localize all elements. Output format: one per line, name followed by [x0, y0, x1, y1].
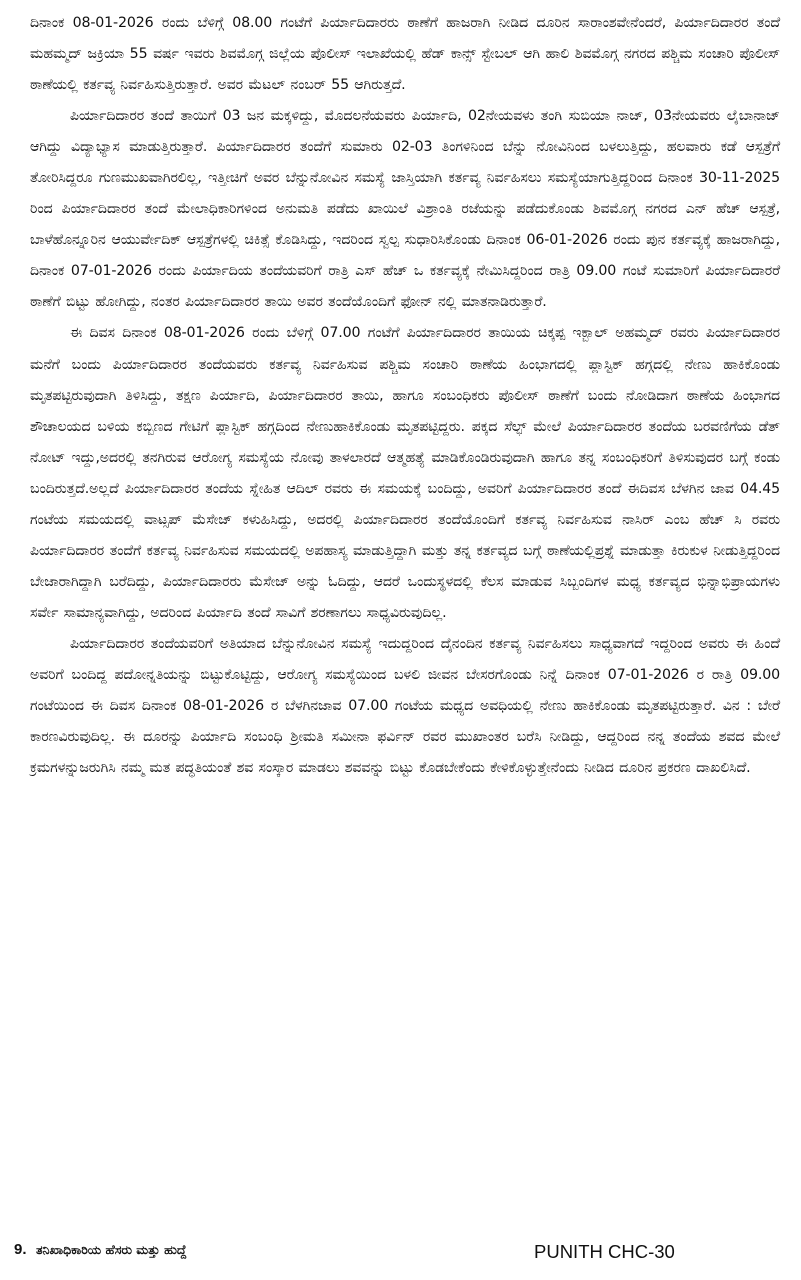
paragraph-conclusion: ಪಿರ್ಯಾದಿದಾರರ ತಂದೆಯವರಿಗೆ ಅತಿಯಾದ ಬೆನ್ನುನೋವಿನ ಸಮಸ್ಯೆ ಇದುದ್ದರಿಂದ ದೈನಂದಿನ ಕರ್ತವ್ಯ ನಿರ್ವಹಿಸಲು ಸಾಧ್ಯವಾಗದೆ ಇದ್ದರಿಂದ ಅವರು ಈ ಹಿಂದೆ ಅವರಿಗೆ ಬಂದಿದ್ದ ಪದೋನ್ನತಿಯನ್ನು ಬಿಟ್ಟುಕೊಟ್ಟಿದ್ದು, ಆರೋಗ್ಯ ಸಮಸ್ಯೆಯಿಂದ ಬಳಲಿ ಜೀವನ ಬೇಸರಗೊಂಡು ನಿನ್ನೆ ದಿನಾಂಕ 07-01-2026 ರ ರಾತ್ರಿ 09.00 ಗಂಟೆಯಿಂದ ಈ ದಿವಸ ದಿನಾಂಕ 08-01-2026 ರ ಬೆಳಗಿನಜಾವ 07.00 ಗಂಟೆಯ ಮಧ್ಯದ ಅವಧಿಯಲ್ಲಿ ನೇಣು ಹಾಕಿಕೊಂಡು ಮೃತಪಟ್ಟಿರುತ್ತಾರೆ. ವಿನ : ಬೇರೆ ಕಾರಣವಿರುವುದಿಲ್ಲ. ಈ ದೂರನ್ನು ಪಿರ್ಯಾದಿ ಸಂಬಂಧಿ ಶ್ರೀಮತಿ ಸಮೀನಾ ಫರ್ವಿನ್ ರವರ ಮುಖಾಂತರ ಬರೆಸಿ ನೀಡಿದ್ದು, ಆದ್ದರಿಂದ ನನ್ನ ತಂದೆಯ ಶವದ ಮೇಲೆ ಕ್ರಮಗಳನ್ನುಜರುಗಿಸಿ ನಮ್ಮ ಮತ ಪದ್ಧತಿಯಂತೆ ಶವ ಸಂಸ್ಕಾರ ಮಾಡಲು ಶವವನ್ನು ಬಿಟ್ಟು ಕೊಡಬೇಕೆಂದು ಕೇಳಿಕೊಳ್ಳುತ್ತೇನೆಂದು ನೀಡಿದ ದೂರಿನ ಪ್ರಕರಣ ದಾಖಲಿಸಿದೆ.: [30, 635, 780, 777]
paragraph-family-details: ಪಿರ್ಯಾದಿದಾರರ ತಂದೆ ತಾಯಿಗೆ 03 ಜನ ಮಕ್ಕಳಿದ್ದು, ಮೊದಲನೆಯವರು ಪಿರ್ಯಾದಿ, 02ನೇಯವಳು ತಂಗಿ ಸುಬಿಯಾ ನಾಜ್, 03ನೇಯವರು ಲೈಬಾನಾಜ್ ಆಗಿದ್ದು ವಿದ್ಯಾಭ್ಯಾಸ ಮಾಡುತ್ತಿರುತ್ತಾರೆ. ಪಿರ್ಯಾದಿದಾರರ ತಂದೆಗೆ ಸುಮಾರು 02-03 ತಿಂಗಳಿನಿಂದ ಬೆನ್ನು ನೋವಿನಿಂದ ಬಳಲುತ್ತಿದ್ದು, ಹಲವಾರು ಕಡೆ ಆಸ್ಪತ್ರೆಗೆ ತೋರಿಸಿದ್ದರೂ ಗುಣಮುಖವಾಗಿರಲಿಲ್ಲ, ಇತ್ತೀಚಿಗೆ ಅವರ ಬೆನ್ನುನೋವಿನ ಸಮಸ್ಯೆ ಜಾಸ್ತಿಯಾಗಿ ಕರ್ತವ್ಯ ನಿರ್ವಹಿಸಲು ಸಮಸ್ಯೆಯಾಗುತ್ತಿದ್ದರಿಂದ ದಿನಾಂಕ 30-11-2025 ರಿಂದ ಪಿರ್ಯಾದಿದಾರರ ತಂದೆ ಮೇಲಾಧಿಕಾರಿಗಳಿಂದ ಅನುಮತಿ ಪಡೆದು ಖಾಯಿಲೆ ವಿಶ್ರಾಂತಿ ರಜೆಯನ್ನು ಪಡೆದುಕೊಂಡು ಶಿವಮೊಗ್ಗ ನಗರದ ಎನ್ ಹೆಚ್ ಆಸ್ಪತ್ರೆ, ಬಾಳೆಹೊನ್ನೂರಿನ ಆಯುರ್ವೇದಿಕ್ ಆಸ್ಪತ್ರೆಗಳಲ್ಲಿ ಚಿಕಿತ್ಸೆ ಕೊಡಿಸಿದ್ದು, ಇದರಿಂದ ಸ್ವಲ್ಪ ಸುಧಾರಿಸಿಕೊಂಡು ದಿನಾಂಕ 06-01-2026 ರಂದು ಪುನ ಕರ್ತವ್ಯಕ್ಕೆ ಹಾಜರಾಗಿದ್ದು, ದಿನಾಂಕ 07-01-2026 ರಂದು ಪಿರ್ಯಾದಿಯ ತಂದೆಯವರಿಗೆ ರಾತ್ರಿ ಎಸ್ ಹೆಚ್ ಒ ಕರ್ತವ್ಯಕ್ಕೆ ನೇಮಿಸಿದ್ದರಿಂದ ರಾತ್ರಿ 09.00 ಗಂಟೆ ಸುಮಾರಿಗೆ ಪಿರ್ಯಾದಿದಾರರೆ ಠಾಣೆಗೆ ಬಿಟ್ಟು ಹೋಗಿದ್ದು, ನಂತರ ಪಿರ್ಯಾದಿದಾರರ ತಾಯಿ ಅವರ ತಂದೆಯೊಂದಿಗೆ ಫೋನ್ ನಲ್ಲಿ ಮಾತನಾಡಿರುತ್ತಾರೆ.: [30, 108, 780, 311]
paragraph-incident: ಈ ದಿವಸ ದಿನಾಂಕ 08-01-2026 ರಂದು ಬೆಳಿಗ್ಗೆ 07.00 ಗಂಟೆಗೆ ಪಿರ್ಯಾದಿದಾರರ ತಾಯಿಯ ಚಿಕ್ಕಪ್ಪ ಇಕ್ಬಾಲ್ ಅಹಮ್ಮದ್ ರವರು ಪಿರ್ಯಾದಿದಾರರ ಮನೆಗೆ ಬಂದು ಪಿರ್ಯಾದಿದಾರರ ತಂದೆಯವರು ಕರ್ತವ್ಯ ನಿರ್ವಹಿಸುವ ಪಶ್ಚಿಮ ಸಂಚಾರಿ ಠಾಣೆಯ ಹಿಂಭಾಗದಲ್ಲಿ ಪ್ಲಾಸ್ಟಿಕ್ ಹಗ್ಗದಲ್ಲಿ ನೇಣು ಹಾಕಿಕೊಂಡು ಮೃತಪಟ್ಟಿರುವುದಾಗಿ ತಿಳಿಸಿದ್ದು, ತಕ್ಷಣ ಪಿರ್ಯಾದಿ, ಪಿರ್ಯಾದಿದಾರರ ತಾಯಿ, ಹಾಗೂ ಸಂಬಂಧಿಕರು ಪೊಲೀಸ್ ಠಾಣೆಗೆ ಬಂದು ನೋಡಿದಾಗ ಠಾಣೆಯ ಹಿಂಭಾಗದ ಶೌಚಾಲಯದ ಬಳಿಯ ಕಬ್ಬಿಣದ ಗೇಟಿಗೆ ಪ್ಲಾಸ್ಟಿಕ್ ಹಗ್ಗದಿಂದ ನೇಣುಹಾಕಿಕೊಂಡು ಮೃತಪಟ್ಟಿದ್ದರು. ಪಕ್ಕದ ಸೆಲ್ಫ್ ಮೇಲೆ ಪಿರ್ಯಾದಿದಾರರ ತಂದೆಯ ಬರವಣಿಗೆಯ ಡೆತ್ ನೋಟ್ ಇದ್ದು,ಅದರಲ್ಲಿ ತನಗಿರುವ ಆರೋಗ್ಯ ಸಮಸ್ಯೆಯ ನೋವು ತಾಳಲಾರದೆ ಆತ್ಮಹತ್ಯೆ ಮಾಡಿಕೊಂಡಿರುವುದಾಗಿ ಹಾಗೂ ತನ್ನ ಸಂಬಂಧಿಕರಿಗೆ ತಿಳಿಸುವುದರ ಬಗ್ಗೆ ಕಂಡು ಬಂದಿರುತ್ತದೆ.ಅಲ್ಲದೆ ಪಿರ್ಯಾದಿದಾರರ ತಂದೆಯ ಸ್ನೇಹಿತ ಆದಿಲ್ ರವರು ಈ ಸಮಯಕ್ಕೆ ಬಂದಿದ್ದು, ಅವರಿಗೆ ಪಿರ್ಯಾದಿದಾರರ ತಂದೆ ಈದಿವಸ ಬೆಳಗಿನ ಜಾವ 04.45 ಗಂಟೆಯ ಸಮಯದಲ್ಲಿ ವಾಟ್ಸಪ್ ಮೆಸೇಜ್ ಕಳುಹಿಸಿದ್ದು, ಅದರಲ್ಲಿ ಪಿರ್ಯಾದಿದಾರರ ತಂದೆಯೊಂದಿಗೆ ಕರ್ತವ್ಯ ನಿರ್ವಹಿಸುವ ನಾಸಿರ್ ಎಂಬ ಹೆಚ್ ಸಿ ರವರು ಪಿರ್ಯಾದಿದಾರರ ತಂದೆಗೆ ಕರ್ತವ್ಯ ನಿರ್ವಹಿಸುವ ಸಮಯದಲ್ಲಿ ಅಪಹಾಸ್ಯ ಮಾಡುತ್ತಿದ್ದಾಗಿ ಮತ್ತು ತನ್ನ ಕರ್ತವ್ಯದ ಬಗ್ಗೆ ಠಾಣೆಯಲ್ಲಿಪ್ರಶ್ನೆ ಮಾಡುತ್ತಾ ಕಿರುಕುಳ ನೀಡುತ್ತಿದ್ದರಿಂದ ಬೇಜಾರಾಗಿದ್ದಾಗಿ ಬರೆದಿದ್ದು, ಪಿರ್ಯಾದಿದಾರರು ಮೆಸೇಜ್ ಅನ್ನು ಓದಿದ್ದು, ಆದರೆ ಒಂದುಸ್ಥಳದಲ್ಲಿ ಕೆಲಸ ಮಾಡುವ ಸಿಬ್ಬಂದಿಗಳ ಮಧ್ಯ ಕರ್ತವ್ಯದ ಭಿನ್ನಾಭಿಪ್ರಾಯಗಳು ಸರ್ವೇ ಸಾಮಾನ್ಯವಾಗಿದ್ದು, ಅದರಿಂದ ಪಿರ್ಯಾದಿ ತಂದೆ ಸಾವಿಗೆ ಶರಣಾಗಲು ಸಾಧ್ಯವಿರುವುದಿಲ್ಲ.: [30, 325, 780, 621]
item-number: 9.: [14, 1241, 27, 1258]
investigating-officer-row: [14, 1236, 781, 1268]
investigating-officer-value: PUNITH CHC-30: [534, 1241, 675, 1262]
investigating-officer-label: ತನಿಖಾಧಿಕಾರಿಯ ಹೆಸರು ಮತ್ತು ಹುದ್ದೆ: [36, 1242, 187, 1257]
paragraph-complaint-intro: ದಿನಾಂಕ 08-01-2026 ರಂದು ಬೆಳಿಗ್ಗೆ 08.00 ಗಂಟೆಗೆ ಪಿರ್ಯಾದಿದಾರರು ಠಾಣೆಗೆ ಹಾಜರಾಗಿ ನೀಡಿದ ದೂರಿನ ಸಾರಾಂಶವೇನೆಂದರೆ, ಪಿರ್ಯಾದಿದಾರರ ತಂದೆ ಮಹಮ್ಮದ್ ಜಕ್ರಿಯಾ 55 ವರ್ಷ ಇವರು ಶಿವಮೊಗ್ಗ ಜಿಲ್ಲೆಯ ಪೊಲೀಸ್ ಇಲಾಖೆಯಲ್ಲಿ ಹೆಡ್ ಕಾನ್ಸ್ ಸ್ಟೇಬಲ್ ಆಗಿ ಹಾಲಿ ಶಿವಮೊಗ್ಗ ನಗರದ ಪಶ್ಚಿಮ ಸಂಚಾರಿ ಪೊಲೀಸ್ ಠಾಣೆಯಲ್ಲಿ ಕರ್ತವ್ಯ ನಿರ್ವಹಿಸುತ್ತಿರುತ್ತಾರೆ. ಅವರ ಮೆಟಲ್ ನಂಬರ್ 55 ಆಗಿರುತ್ತದೆ.: [30, 15, 780, 94]
report-body: [30, 8, 780, 784]
